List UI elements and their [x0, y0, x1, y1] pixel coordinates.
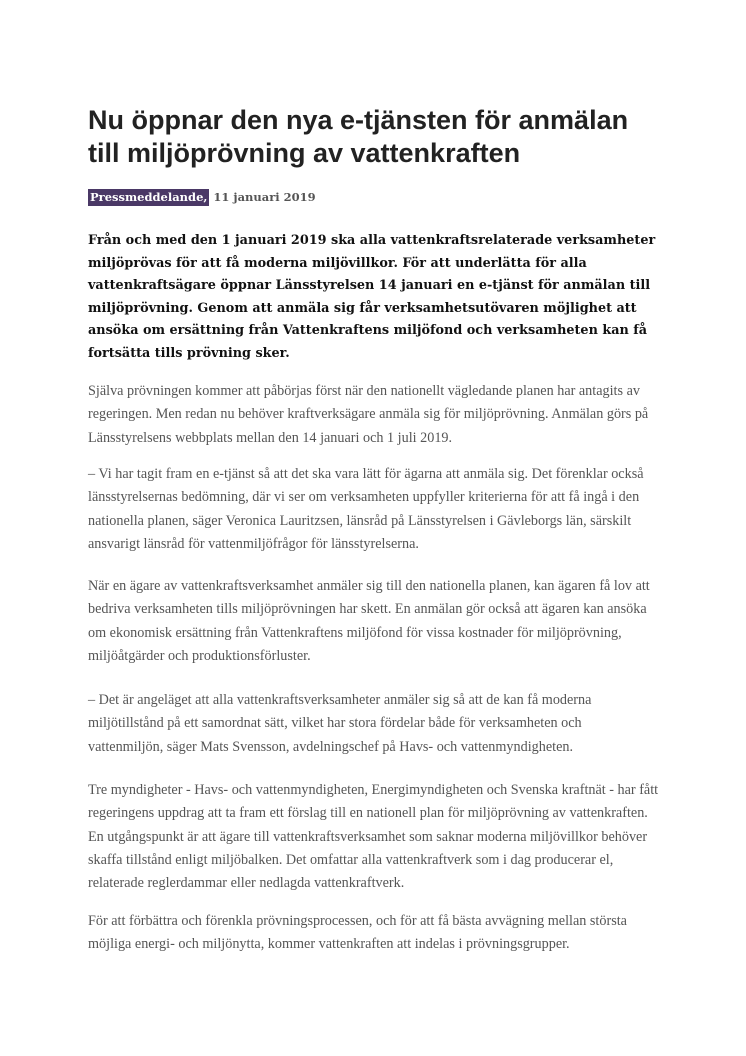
body-paragraph-4: – Det är angeläget att alla vattenkraftsverksamheter anmäler sig så att de kan få moderna miljötillstånd på ett samordnat sätt, vilket har stora fördelar både för verksamheten och vattenmiljön, säger Mats Svensson, avdelningschef på Havs- och vattenmyndigheten.: [88, 692, 592, 755]
body-paragraph-5: Tre myndigheter - Havs- och vattenmyndigheten, Energimyndigheten och Svenska kraftnät - har fått regeringens uppdrag att ta fram ett förslag till en nationell plan för miljöprövning av vattenkraften. En utgångspunkt är att ägare till vattenkraftsverksamhet som saknar moderna miljövillkor behöver skaffa tillstånd enligt miljöbalken. Det omfattar alla vattenkraftverk som i dag producerar el, relaterade reglerdammar eller nedlagda vattenkraftverk.: [88, 782, 659, 892]
lead-paragraph: Från och med den 1 januari 2019 ska alla vattenkraftsrelaterade verksamheter miljöprövas för att få moderna miljövillkor. För att underlätta för alla vattenkraftsägare öppnar Länsstyrelsen 14 januari en e-tjänst för anmälan till miljöprövning. Genom att anmäla sig får verksamhetsutövaren möjlighet att ansöka om ersättning från Vattenkraftens miljöfond och verksamheten kan få fortsätta tills prövning sker.: [88, 233, 656, 361]
article-meta: [88, 189, 316, 205]
publish-date: 11 januari 2019: [209, 190, 316, 204]
category-tag[interactable]: Pressmeddelande,: [90, 190, 208, 204]
body-paragraph-3: När en ägare av vattenkraftsverksamhet anmäler sig till den nationella planen, kan ägaren få lov att bedriva verksamheten tills miljöprövningen har skett. En anmälan gör också att ägaren kan ansöka om ekonomisk ersättning från Vattenkraftens miljöfond för vissa kostnader för miljöprövning, miljöåtgärder och produktionsförluster.: [88, 578, 650, 664]
article-title: Nu öppnar den nya e-tjänsten för anmälan till miljöprövning av vattenkraften: [88, 105, 629, 168]
body-paragraph-1: Själva prövningen kommer att påbörjas först när den nationellt vägledande planen har antagits av regeringen. Men redan nu behöver kraftverksägare anmäla sig för miljöprövning. Anmälan görs på Länsstyrelsens webbplats mellan den 14 januari och 1 juli 2019.: [88, 383, 649, 446]
body-paragraph-6: För att förbättra och förenkla prövningsprocessen, och för att få bästa avvägning mellan största möjliga energi- och miljönytta, kommer vattenkraften att indelas i prövningsgrupper.: [88, 913, 627, 953]
body-paragraph-2: – Vi har tagit fram en e-tjänst så att det ska vara lätt för ägarna att anmäla sig. Det förenklar också länsstyrelsernas bedömning, där vi ser om verksamheten uppfyller kriterierna för att få ingå i den nationella planen, säger Veronica Lauritzsen, länsråd på Länsstyrelsen i Gävleborgs län, särskilt ansvarigt länsråd för vattenmiljöfrågor för länsstyrelserna.: [88, 466, 644, 552]
